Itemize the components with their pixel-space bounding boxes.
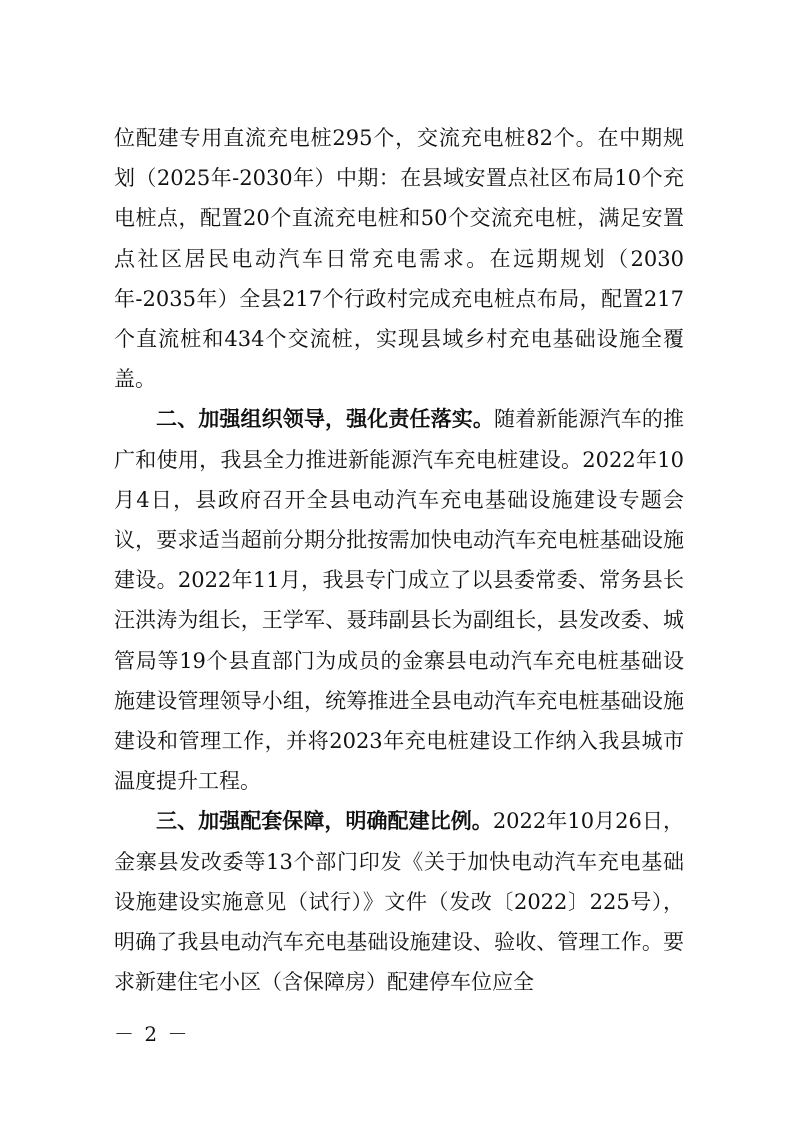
paragraph-continuation (114, 118, 684, 399)
paragraph-organization-leadership (114, 399, 684, 801)
paragraph-supporting-guarantee (114, 801, 684, 1002)
paragraph-text: 位配建专用直流充电桩295个，交流充电桩82个。在中期规划（2025年-2030年）中期：在县域安置点社区布局10个充电桩点，配置20个直流充电桩和50个交流充电桩，满足安置点社区居民电动汽车日常充电需求。在远期规划（2030年-2035年）全县217个行政村完成充电桩点布局，配置217个直流桩和434个交流桩，实现县域乡村充电基础设施全覆盖。 (114, 126, 684, 392)
page-number: － 2 － (114, 1022, 190, 1046)
paragraph-text: 随着新能源汽车的推广和使用，我县全力推进新能源汽车充电桩建设。2022年10月4日，县政府召开全县电动汽车充电基础设施建设专题会议，要求适当超前分期分批按需加快电动汽车充电桩基础设施建设。2022年11月，我县专门成立了以县委常委、常务县长汪洪涛为组长，王学军、聂玮副县长为副组长，县发改委、城管局等19个县直部门为成员的金寨县电动汽车充电桩基础设施建设管理领导小组，统筹推进全县电动汽车充电桩基础设施建设和管理工作，并将2023年充电桩建设工作纳入我县城市温度提升工程。 (114, 407, 684, 794)
section-heading-3: 三、加强配套保障，明确配建比例。 (156, 808, 493, 834)
section-heading-2: 二、加强组织领导，强化责任落实。 (156, 406, 494, 432)
document-body (114, 118, 684, 1002)
paragraph-text: 2022年10月26日，金寨县发改委等13个部门印发《关于加快电动汽车充电基础设施建设实施意见（试行）》文件（发改〔2022〕225号），明确了我县电动汽车充电基础设施建设、验收、管理工作。要求新建住宅小区（含保障房）配建停车位应全 (114, 809, 685, 995)
